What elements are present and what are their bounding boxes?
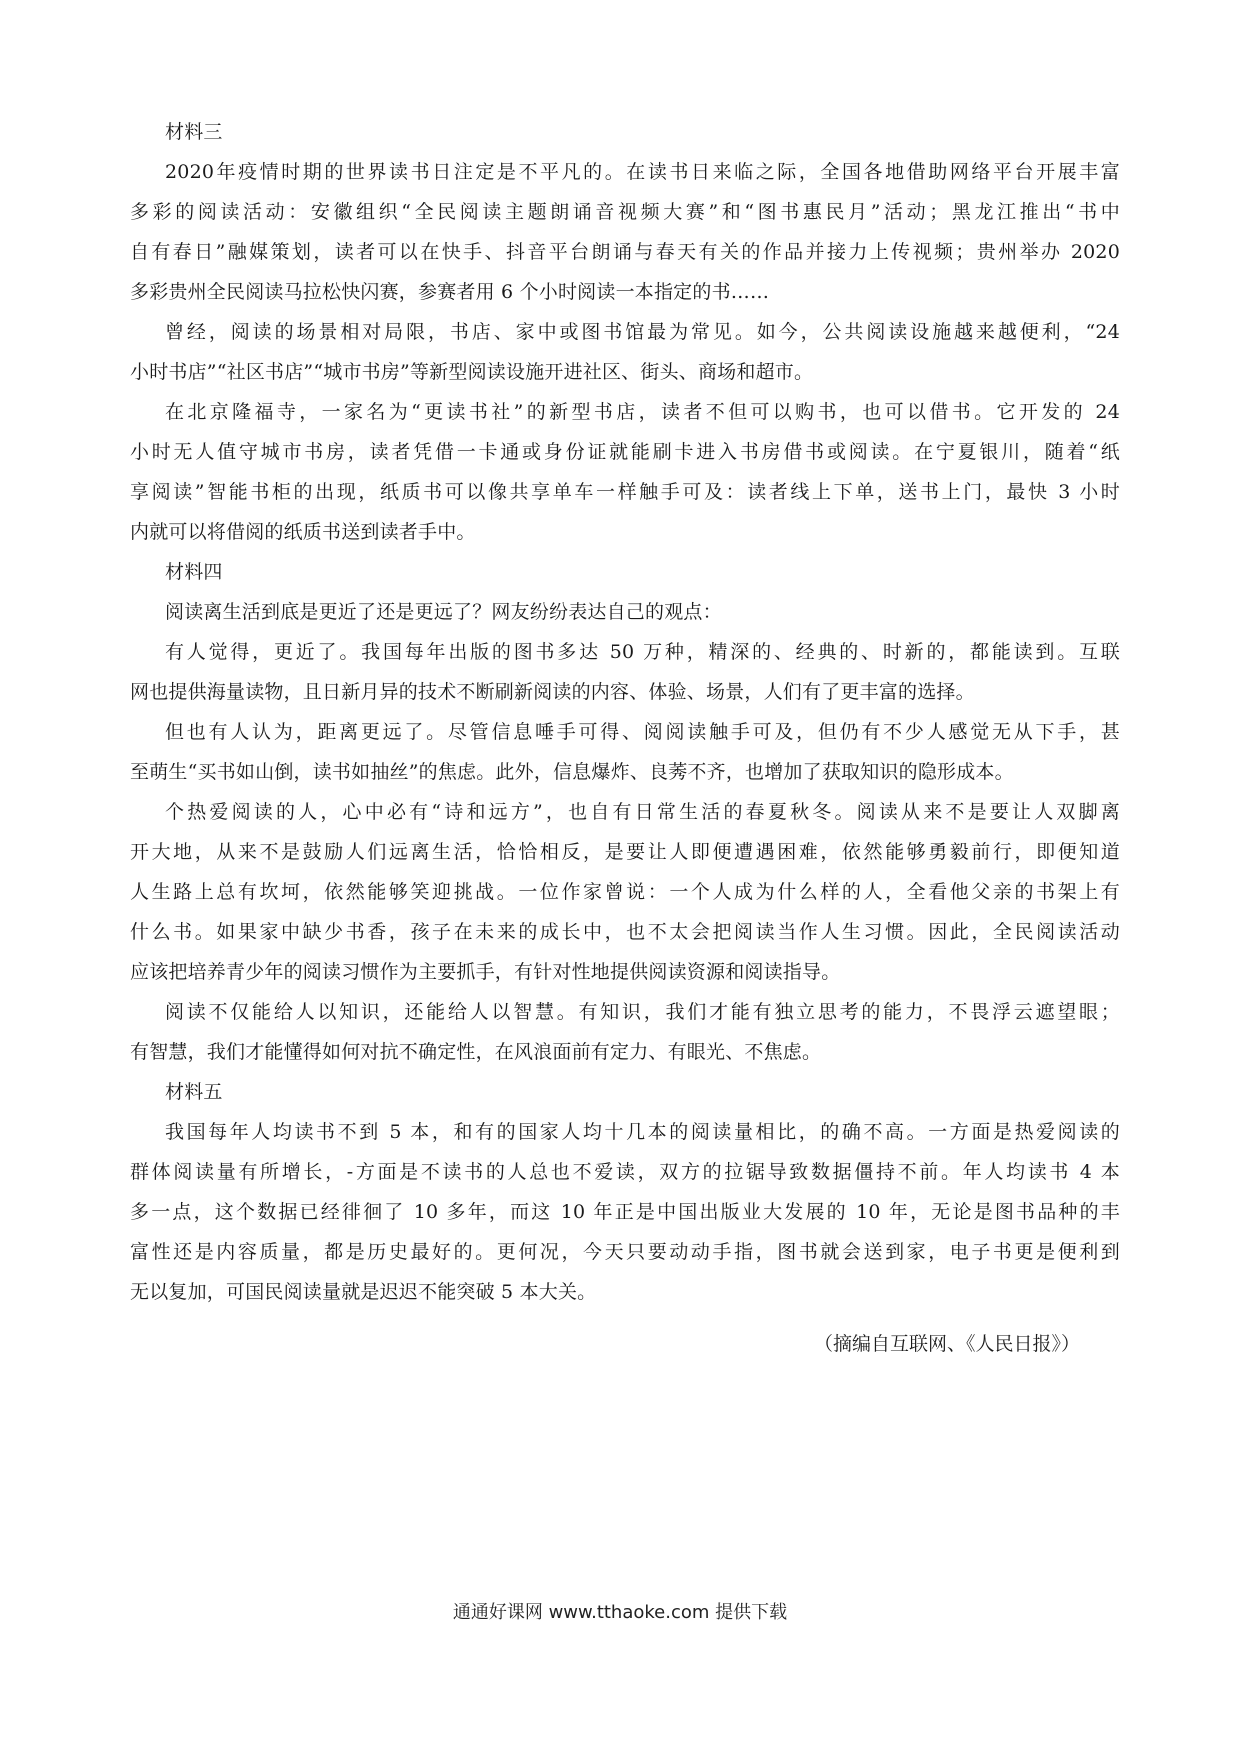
paragraph-line: 有人觉得，更近了。我国每年出版的图书多达 50 万种，精深的、经典的、时新的，都能读到。互联 [165,641,1120,663]
paragraph-line: 但也有人认为，距离更远了。尽管信息唾手可得、阅阅读触手可及，但仍有不少人感觉无从下手，甚 [165,721,1120,743]
paragraph-line: 多彩贵州全民阅读马拉松快闪赛，参赛者用 6 个小时阅读一本指定的书…… [130,281,770,303]
paragraph-line: 富性还是内容质量，都是历史最好的。更何况，今天只要动动手指，图书就会送到家，电子书更是便利到 [130,1241,1120,1263]
paragraph-line: 在北京隆福寺，一家名为“更读书社”的新型书店，读者不但可以购书，也可以借书。它开发的 24 [165,401,1120,423]
paragraph-line: 享阅读”智能书柜的出现，纸质书可以像共享单车一样触手可及：读者线上下单，送书上门，最快 3 小时 [130,481,1120,503]
section-heading: 材料三 [165,121,223,143]
document-body [130,112,1120,1364]
section-heading: 材料五 [165,1081,223,1103]
paragraph-line: 开大地，从来不是鼓励人们远离生活，恰恰相反，是要让人即便遭遇困难，依然能够勇毅前行，即便知道 [130,841,1120,863]
paragraph-line: 曾经，阅读的场景相对局限，书店、家中或图书馆最为常见。如今，公共阅读设施越来越便利，“24 [165,321,1120,343]
paragraph-line: 有智慧，我们才能懂得如何对抗不确定性，在风浪面前有定力、有眼光、不焦虑。 [130,1041,822,1063]
paragraph-line: 小时书店”“社区书店”“城市书房”等新型阅读设施开进社区、街头、商场和超市。 [130,361,814,383]
paragraph-line: 我国每年人均读书不到 5 本，和有的国家人均十几本的阅读量相比，的确不高。一方面是热爱阅读的 [165,1121,1120,1143]
paragraph-line: 人生路上总有坎坷，依然能够笑迎挑战。一位作家曾说：一个人成为什么样的人，全看他父亲的书架上有 [130,881,1120,903]
paragraph-line: 无以复加，可国民阅读量就是迟迟不能突破 5 本大关。 [130,1281,597,1303]
source-citation: （摘编自互联网、《人民日报》） [813,1333,1080,1355]
paragraph-line: 什么书。如果家中缺少书香，孩子在未来的成长中，也不太会把阅读当作人生习惯。因此，全民阅读活动 [130,921,1120,943]
paragraph-line: 阅读不仅能给人以知识，还能给人以智慧。有知识，我们才能有独立思考的能力，不畏浮云遮望眼； [165,1001,1120,1023]
page-footer: 通通好课网 www.tthaoke.com 提供下载 [452,1602,788,1623]
paragraph-line: 网也提供海量读物，且日新月异的技术不断刷新阅读的内容、体验、场景，人们有了更丰富的选择。 [130,681,975,703]
paragraph-line: 自有春日”融媒策划，读者可以在快手、抖音平台朗诵与春天有关的作品并接力上传视频；贵州举办 2020 [130,241,1120,263]
paragraph-line: 小时无人值守城市书房，读者凭借一卡通或身份证就能刷卡进入书房借书或阅读。在宁夏银川，随着“纸 [130,441,1120,463]
paragraph-line: 多一点，这个数据已经徘徊了 10 多年，而这 10 年正是中国出版业大发展的 10 年，无论是图书品种的丰 [130,1201,1120,1223]
paragraph-line: 内就可以将借阅的纸质书送到读者手中。 [130,521,476,543]
paragraph-line: 应该把培养青少年的阅读习惯作为主要抓手，有针对性地提供阅读资源和阅读指导。 [130,961,841,983]
paragraph-line: 阅读离生活到底是更近了还是更远了？网友纷纷表达自己的观点： [165,601,722,623]
section-heading: 材料四 [165,561,223,583]
paragraph-line: 2020年疫情时期的世界读书日注定是不平凡的。在读书日来临之际，全国各地借助网络平台开展丰富 [165,161,1120,183]
paragraph-line: 至萌生“买书如山倒，读书如抽丝”的焦虑。此外，信息爆炸、良莠不齐，也增加了获取知识的隐形成本。 [130,761,1014,783]
paragraph-line: 群体阅读量有所增长，-方面是不读书的人总也不爱读，双方的拉锯导致数据僵持不前。年人均读书 4 本 [130,1161,1120,1183]
paragraph-line: 多彩的阅读活动：安徽组织“全民阅读主题朗诵音视频大赛”和“图书惠民月”活动；黑龙江推出“书中 [130,201,1120,223]
paragraph-line: 个热爱阅读的人，心中必有“诗和远方”，也自有日常生活的春夏秋冬。阅读从来不是要让人双脚离 [165,801,1120,823]
